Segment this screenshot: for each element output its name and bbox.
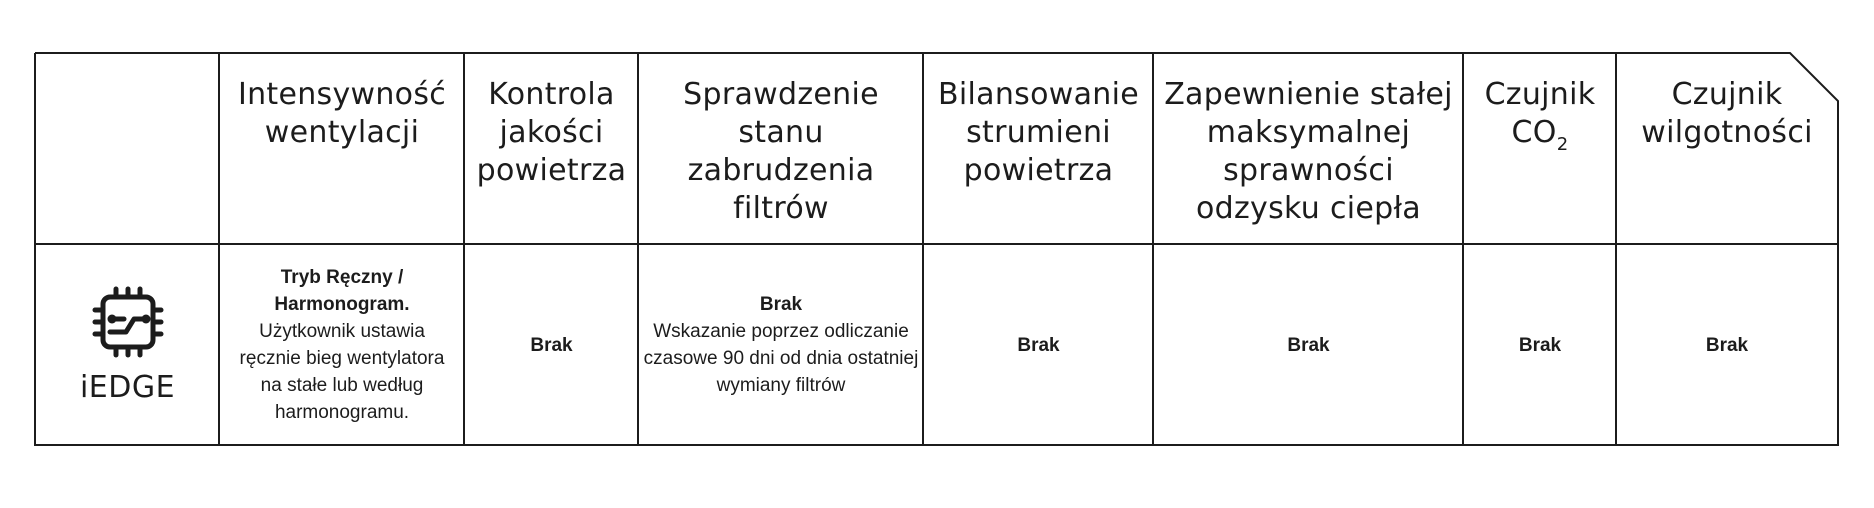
filter-description: Wskazanie poprzez odliczanie czasowe 90 dni od dnia ostatniej wymiany filtrów xyxy=(643,321,919,396)
header-ventilation-intensity: Intensywność wentylacji xyxy=(237,77,447,150)
header-empty xyxy=(36,54,219,244)
cell-heat-recovery: Brak xyxy=(1287,334,1330,356)
chip-icon xyxy=(92,286,164,358)
header-filter-check: Sprawdzenie stanu zabrudzenia filtrów xyxy=(683,77,879,226)
header-air-balancing: Bilansowanie strumieni powietrza xyxy=(938,77,1139,188)
mode-description: Użytkownik ustawia ręcznie bieg wentylatora na stałe lub według harmonogramu. xyxy=(239,321,445,423)
cell-humidity-sensor: Brak xyxy=(1705,334,1749,356)
mode-title: Tryb Ręczny / Harmonogram. xyxy=(274,267,410,315)
header-humidity-sensor: Czujnik wilgotności xyxy=(1641,77,1813,150)
cell-air-balancing: Brak xyxy=(1017,334,1060,356)
cell-filter-check xyxy=(639,245,923,445)
cell-co2-sensor: Brak xyxy=(1518,334,1562,356)
header-heat-recovery: Zapewnienie stałej maksymalnej sprawności odzysku ciepła xyxy=(1164,77,1453,226)
product-cell xyxy=(36,245,219,445)
header-air-quality-control: Kontrola jakości powietrza xyxy=(476,77,627,188)
co2-subscript: 2 xyxy=(1556,134,1569,155)
header-co2-sensor: Czujnik $CO_2$ xyxy=(1484,77,1596,155)
filter-status: Brak xyxy=(759,294,803,315)
product-name: iEDGE xyxy=(79,369,176,405)
cell-air-quality-control: Brak xyxy=(530,334,573,356)
cell-ventilation-intensity xyxy=(220,245,464,445)
